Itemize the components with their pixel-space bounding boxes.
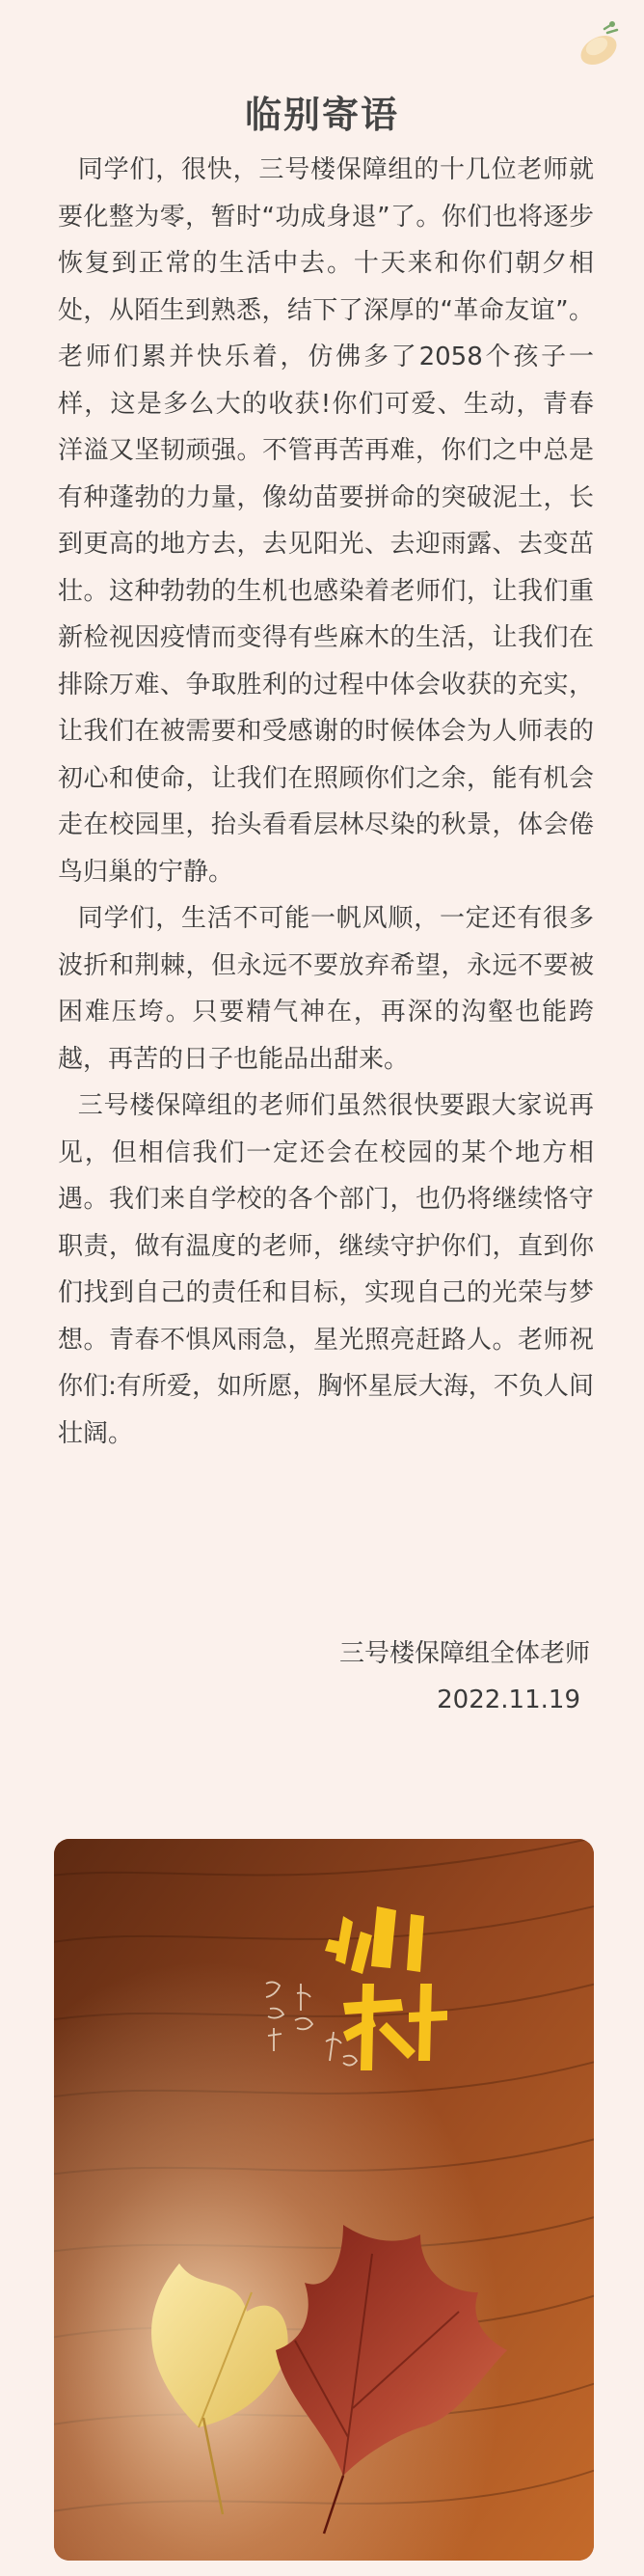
letter-paragraph: 三号楼保障组的老师们虽然很快要跟大家说再见，但相信我们一定还会在校园的某个地方相遇。我们来自学校的各个部门，也仍将继续恪守职责，做有温度的老师，继续守护你们，直到你们找到自己的责任和目标，实现自己的光荣与梦想。青春不惧风雨急，星光照亮赶路人。老师祝你们:有所爱，如所愿，胸怀星辰大海，不负人间壮阔。 <box>58 1091 594 1448</box>
letter-paragraph: 同学们，很快，三号楼保障组的十几位老师就要化整为零，暂时“功成身退”了。你们也将逐步恢复到正常的生活中去。十天来和你们朝夕相处，从陌生到熟悉，结下了深厚的“革命友谊”。老师们累并快乐着，仿佛多了2058个孩子一样，这是多么大的收获!你们可爱、生动，青春洋溢又坚韧顽强。不管再苦再难，你们之中总是有种蓬勃的力量，像幼苗要拼命的突破泥土，长到更高的地方去，去见阳光、去迎雨露、去变茁壮。这种勃勃的生机也感染着老师们，让我们重新检视因疫情而变得有些麻木的生活，让我们在排除万难、争取胜利的过程中体会收获的充实，让我们在被需要和受感谢的时候体会为人师表的初心和使命，让我们在照顾你们之余，能有机会走在校园里，抬头看看层林尽染的秋景，体会倦鸟归巢的宁静。 <box>58 155 594 887</box>
leaves-on-wood-photo <box>54 1839 594 2561</box>
page-title: 临别寄语 <box>244 94 399 136</box>
letter-paragraph: 同学们，生活不可能一帆风顺，一定还有很多波折和荆棘，但永远不要放弃希望，永远不要被困难压垮。只要精气神在，再深的沟壑也能跨越，再苦的日子也能品出甜来。 <box>58 904 594 1074</box>
photo-artwork <box>54 1839 594 2561</box>
signature-block <box>339 1631 590 1723</box>
signature-date: 2022.11.19 <box>437 1685 580 1714</box>
letter-body <box>58 147 594 1457</box>
flower-decoration-icon <box>573 21 625 73</box>
signature-author: 三号楼保障组全体老师 <box>338 1639 590 1668</box>
